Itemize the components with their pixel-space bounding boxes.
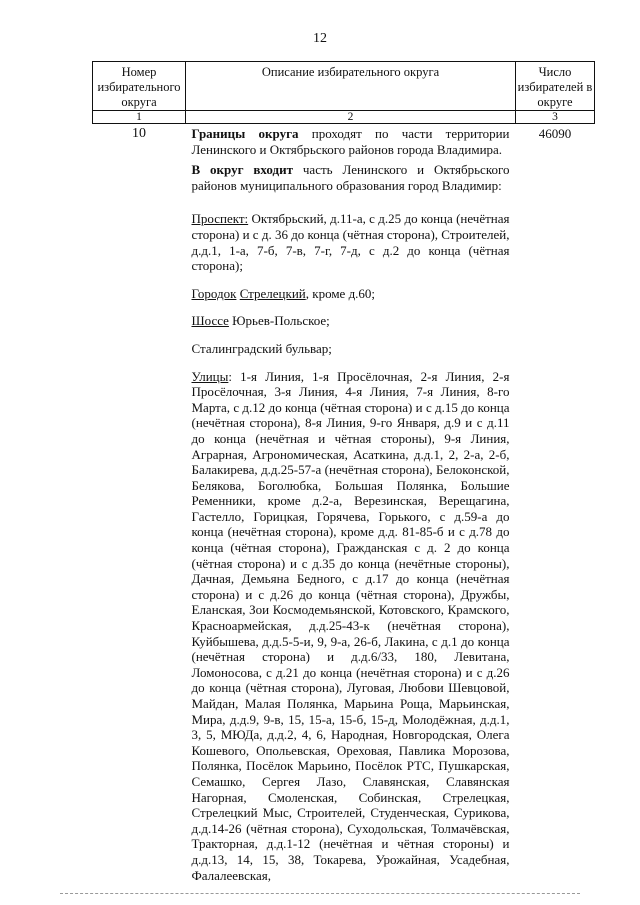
gorodok-label: Городок <box>191 285 237 301</box>
column-index-2: 2 <box>186 111 516 124</box>
gorodok-text: , кроме д.60; <box>305 285 376 301</box>
prospekt-label: Проспект: <box>191 211 249 227</box>
district-number: 10 <box>132 126 146 141</box>
boundary-paragraph <box>192 126 510 157</box>
voter-count: 46090 <box>538 126 572 141</box>
column-index-row <box>93 111 595 124</box>
table-header-row <box>93 62 595 111</box>
column-index-1: 1 <box>93 111 186 124</box>
shosse-paragraph <box>192 313 510 329</box>
includes-paragraph <box>192 162 510 193</box>
page-number: 12 <box>313 31 327 46</box>
boundary-text: проходят по части территории Ленинского и Октябрьского районов города Владимира. <box>191 126 510 157</box>
table-row <box>93 124 595 884</box>
prospekt-text: Октябрьский, д.11-а, с д.25 до конца (нечётная сторона) и с д. 36 до конца (чётная сторона), Строителей, д.д.1, 1-а, 7-б, 7-в, 7-г, 7-д, с д.2 до конца (чётная сторона); <box>191 211 510 274</box>
shosse-label: Шоссе <box>191 313 229 329</box>
gorodok-paragraph <box>192 286 510 302</box>
header-voter-count: Число избирателей в округе <box>516 62 595 111</box>
electoral-district-table <box>92 61 595 883</box>
header-district-number: Номер избирательного округа <box>93 62 186 111</box>
page-bottom-edge <box>60 893 580 894</box>
streets-text: : 1-я Линия, 1-я Просёлочная, 2-я Линия, 2-я Просёлочная, 3-я Линия, 4-я Линия, 7-я Линия, 8-го Марта, с д.12 до конца (чётная сторона) и с д.15 до конца (нечётная сторона), 8-я Линия, 9-го Января, д.9 и с д.11 до конца (нечётная и чётная стороны), 9-я Линия, Аграрная, Агрономическая, Асаткина, д.д.1, 2, 2-а, 2-б, Балакирева, д.д.25-57-а (нечётная сторона), Белоконской, Белякова, Боголюбка, Большая Полянка, Большие Ременники, кроме д.2-а, Верезинская, Верещагина, Гастелло, Горицкая, Горячева, Горького, с д.59-а до конца (нечётная сторона), кроме д.д. 81-85-б и с д.78 до конца (чётная сторона), Гражданская с д. 2 до конца (чётная сторона) и с д.35 до конца (нечётные стороны), Дачная, Демьяна Бедного, с д.17 до конца (нечётная сторона) и с д.26 до конца (чётная сторона), Дружбы, Еланская, Зои Космодемьянской, Котовского, Крамского, Красноармейская, д.д.25-43-к (нечётная сторона), Куйбышева, д.д.5-5-и, 9, 9-а, 26-б, Лакина, с д.1 до конца (нечётная сторона) и д.д.6/33, 180, Левитана, Ломоносова, с д.21 до конца (нечётная сторона) и с д.26 до конца (чётная сторона), Луговая, Любови Шевцовой, Майдан, Малая Полянка, Марьина Роща, Марьинская, Мира, д.д.9, 9-в, 15, 15-а, 15-б, 15-д, Молодёжная, д.д.1, 3, 5, МЮДа, д.д.2, 4, 6, Народная, Новгородская, Олега Кошевого, Опольевская, Ореховая, Павлика Морозова, Полянка, Посёлок Марьино, Посёлок РТС, Пушкарская, Семашко, Сергея Лазо, Славянская, Славянская Нагорная, Смоленская, Собинская, Стрелецкая, Стрелецкий Мыс, Строителей, Студенческая, Сурикова, д.д.14-26 (чётная сторона), Суходольская, Толмачёвская, Тракторная, д.д.1-12 (нечётная и чётная стороны) и д.д.13, 14, 15, 38, Токарева, Урожайная, Усадебная, Фалалеевская, <box>191 368 510 883</box>
boundary-label: Границы округа <box>191 126 299 141</box>
boulevard-text: Сталинградский бульвар; <box>191 340 332 356</box>
streets-label: Улицы <box>191 368 229 384</box>
streets-paragraph <box>192 369 510 884</box>
boulevard-paragraph <box>192 341 510 357</box>
district-description <box>186 124 516 884</box>
includes-label: В округ входит <box>191 162 293 178</box>
includes-text: часть Ленинского и Октябрьского районов муниципального образования город Владимир: <box>191 162 510 193</box>
prospekt-paragraph <box>192 211 510 273</box>
header-district-description: Описание избирательного округа <box>186 62 516 111</box>
column-index-3: 3 <box>516 111 595 124</box>
gorodok-name: Стрелецкий <box>239 285 306 301</box>
shosse-text: Юрьев-Польское; <box>232 313 330 329</box>
